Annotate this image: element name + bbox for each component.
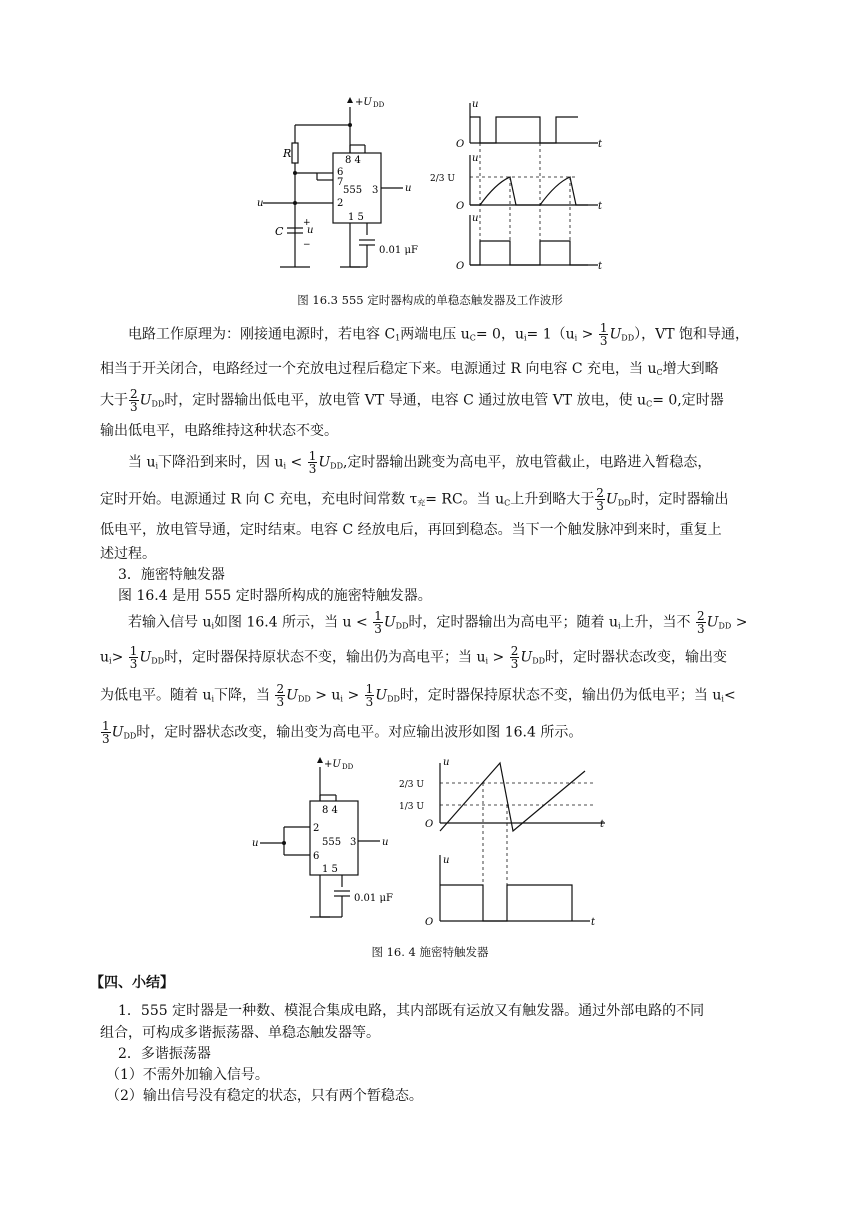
summary-1-line-1: 1．555 定时器是一种数、模混合集成电路，其内部既有运放又有触发器。通过外部电路的不同 [118, 1003, 705, 1019]
ui-label: u [257, 198, 264, 209]
pin-6: 6 [337, 167, 344, 178]
uo-label: u [405, 183, 412, 194]
summary-heading: 【四、小结】 [90, 975, 174, 991]
c-label: C [275, 225, 284, 238]
summary-2-item-2: （2）输出信号没有稳定的状态，只有两个暂稳态。 [106, 1088, 423, 1104]
pins-8-4: 8 4 [345, 155, 361, 166]
pin-3-b: 3 [350, 837, 357, 848]
udd-label-2: +U [324, 759, 341, 770]
axis-t-2: t [598, 201, 603, 212]
figure-16-3-caption: 图 16.3 555 定时器构成的单稳态触发器及工作波形 [297, 293, 563, 307]
uo-label-2: u [382, 837, 389, 848]
para-2-line-2: 定时开始。电源通过 R 向 C 充电，充电时间常数 $\tau_充=$ RC。当 $u_C$上升到略大于 $\frac{2}{3}$ $U_{DD}$时，定时器输出 [100, 486, 729, 513]
two-thirds-udd: 2/3 U [430, 174, 455, 184]
para-4-line-4: $\frac{1}{3}$ $U_{DD}$时，定时器状态改变，输出变为高电平。对应输出波形如图 16.4 所示。 [102, 719, 583, 746]
axis-o-5: O [425, 917, 434, 928]
summary-2-item-1: （1）不需外加输入信号。 [106, 1067, 269, 1083]
pin-2: 2 [337, 198, 344, 209]
udd-sub-2: DD [342, 763, 354, 771]
summary-1-line-2: 组合，可构成多谐振荡器、单稳态触发器等。 [100, 1025, 380, 1041]
cap-minus: − [303, 240, 311, 250]
pins-1-5: 1 5 [348, 212, 364, 223]
summary-2-heading: 2．多谐振荡器 [118, 1046, 211, 1062]
figure-16-3-circuit [255, 95, 430, 275]
cap-value: 0.01 μF [379, 245, 418, 256]
para-1-line-4: 输出低电平，电路维持这种状态不变。 [100, 423, 338, 439]
r-label: R [283, 147, 292, 160]
para-4-line-1: 若输入信号 $u_i$如图 16.4 所示，当 u < $\frac{1}{3}$ $U_{DD}$时，定时器输出为高电平；随着 $u_i$上升，当不 $\frac{2}{3}$ $U_{DD}$ > [128, 609, 748, 636]
one-third-udd: 1/3 U [399, 802, 424, 812]
axis-o-1: O [456, 139, 465, 150]
pins-1-5-2: 1 5 [322, 864, 338, 875]
axis-t-1: t [598, 139, 603, 150]
wave-uc-label: u [472, 153, 479, 164]
para-1-line-1: 电路工作原理为：刚接通电源时，若电容 $C_1$两端电压 $u_C= 0$，$u_i= 1(u_i$ > $\frac{1}{3}$ $U_{DD}$），VT 饱和导通， [128, 321, 750, 348]
axis-o-4: O [425, 819, 434, 830]
para-2-line-4: 述过程。 [100, 546, 156, 562]
axis-o-3: O [456, 261, 465, 272]
two-thirds-udd-2: 2/3 U [399, 780, 424, 790]
wave-ui-label: u [472, 99, 479, 110]
para-4-line-2: $u_i>$ $\frac{1}{3}$ $U_{DD}$时，定时器保持原状态不变，输出仍为高电平；当 $u_i$ > $\frac{2}{3}$ $U_{DD}$时，定时器状态改变，输出变 [100, 644, 728, 671]
udd-sub: DD [373, 101, 385, 109]
pins-8-4-2: 8 4 [322, 805, 338, 816]
pin-7: 7 [337, 177, 344, 188]
cap-value-2: 0.01 μF [354, 893, 393, 904]
figure-16-4-waveforms [395, 755, 610, 930]
pin-2-b: 2 [313, 823, 320, 834]
para-3: 图 16.4 是用 555 定时器所构成的施密特触发器。 [118, 588, 432, 604]
udd-label: +U [355, 97, 372, 108]
axis-t-3: t [598, 261, 603, 272]
uc-label: u [307, 225, 314, 236]
chip-label-2: 555 [322, 837, 342, 848]
para-4-line-3: 为低电平。随着 $u_i$下降，当 $\frac{2}{3}$ $U_{DD} > u_i$ > $\frac{1}{3}$ $U_{DD}$时，定时器保持原状态不变，输出仍为低电平；当 $u_i<$ [100, 682, 736, 709]
figure-16-4-caption: 图 16. 4 施密特触发器 [371, 945, 489, 959]
wave-ui-label-2: u [443, 757, 450, 768]
figure-16-4-circuit [250, 755, 400, 925]
axis-t-5: t [591, 917, 596, 928]
section-3-heading: 3．施密特触发器 [118, 567, 225, 583]
axis-t-4: t [600, 819, 605, 830]
para-1-line-3: 大于 $\frac{2}{3}$ $U_{DD}$时，定时器输出低电平，放电管 VT 导通，电容 C 通过放电管 VT 放电，使 $u_C= 0$,定时器 [100, 387, 724, 414]
para-2-line-1: 当 $u_i$下降沿到来时，因 $u_i$ < $\frac{1}{3}$ $U_{DD}$,定时器输出跳变为高电平，放电管截止，电路进入暂稳态， [128, 449, 712, 476]
pin-3: 3 [372, 185, 379, 196]
cap-plus: + [303, 218, 311, 228]
pin-6-b: 6 [313, 851, 320, 862]
wave-uo-label-2: u [443, 855, 450, 866]
para-1-line-2: 相当于开关闭合，电路经过一个充放电过程后稳定下来。电源通过 R 向电容 C 充电，当 $u_C$增大到略 [100, 361, 719, 377]
axis-o-2: O [456, 201, 465, 212]
chip-label: 555 [343, 185, 363, 196]
para-2-line-3: 低电平，放电管导通，定时结束。电容 C 经放电后，再回到稳态。当下一个触发脉冲到来时，重复上 [100, 522, 722, 538]
ui-label-2: u [252, 838, 259, 849]
figure-16-3-waveforms [428, 95, 608, 275]
wave-uo-label: u [472, 213, 479, 224]
